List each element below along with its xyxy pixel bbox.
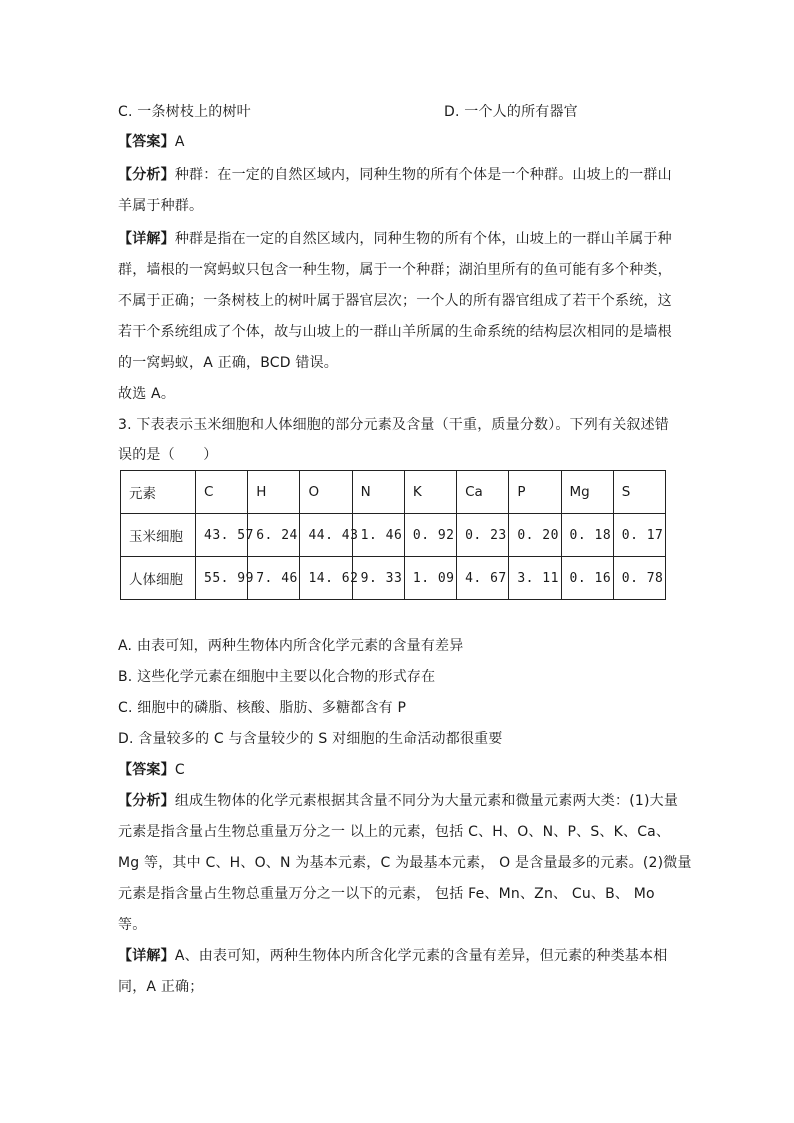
analysis-tag: 【分析】 bbox=[118, 167, 175, 183]
conclusion-line: 故选 A。 bbox=[118, 386, 176, 402]
table-cell: 44. 43 bbox=[300, 514, 352, 557]
analysis-line-2: 羊属于种群。 bbox=[118, 198, 204, 214]
detail-line-2: 同，A 正确； bbox=[118, 979, 204, 995]
table-cell: Ca bbox=[457, 471, 509, 514]
analysis-line-3: Mg 等，其中 C、H、O、N 为基本元素，C 为最基本元素， O 是含量最多的元素。(2)微量 bbox=[118, 855, 692, 871]
question-stem-line-1: 3. 下表表示玉米细胞和人体细胞的部分元素及含量（干重，质量分数）。下列有关叙述错 bbox=[118, 417, 670, 433]
detail-line-4: 若干个系统组成了个体，故与山坡上的一群山羊所属的生命系统的结构层次相同的是墙根 bbox=[118, 324, 672, 340]
question-stem-line-2: 误的是（ ） bbox=[118, 447, 218, 463]
table-cell: 0. 18 bbox=[561, 514, 613, 557]
answer-line bbox=[118, 760, 185, 780]
table-cell: 6. 24 bbox=[248, 514, 300, 557]
answer-value: C bbox=[174, 762, 185, 778]
detail-tag: 【详解】 bbox=[118, 231, 175, 247]
option-a: A. 由表可知，两种生物体内所含化学元素的含量有差异 bbox=[118, 638, 464, 654]
analysis-line-2: 元素是指含量占生物总重量万分之一 以上的元素，包括 C、H、O、N、P、S、K、Ca、 bbox=[118, 824, 671, 840]
option-b: B. 这些化学元素在细胞中主要以化合物的形式存在 bbox=[118, 669, 436, 685]
table-cell: 0. 17 bbox=[613, 514, 665, 557]
table-cell: 人体细胞 bbox=[121, 557, 196, 600]
analysis-line-5: 等。 bbox=[118, 917, 147, 933]
option-d: D. 含量较多的 C 与含量较少的 S 对细胞的生命活动都很重要 bbox=[118, 731, 503, 747]
detail-line-5: 的一窝蚂蚁，A 正确，BCD 错误。 bbox=[118, 355, 338, 371]
table-cell: 4. 67 bbox=[457, 557, 509, 600]
detail-text: A、由表可知，两种生物体内所含化学元素的含量有差异，但元素的种类基本相 bbox=[174, 948, 668, 964]
detail-text: 种群是指在一定的自然区域内，同种生物的所有个体，山坡上的一群山羊属于种 bbox=[174, 231, 672, 247]
table-row bbox=[121, 557, 666, 600]
analysis-line-4: 元素是指含量占生物总重量万分之一以下的元素， 包括 Fe、Mn、Zn、 Cu、B、 Mo bbox=[118, 886, 655, 902]
table-cell: 55. 99 bbox=[196, 557, 248, 600]
analysis-line-1 bbox=[118, 165, 672, 185]
analysis-text: 种群：在一定的自然区域内，同种生物的所有个体是一个种群。山坡上的一群山 bbox=[174, 167, 672, 183]
table-cell: C bbox=[196, 471, 248, 514]
element-table bbox=[120, 470, 666, 600]
table-cell: S bbox=[613, 471, 665, 514]
table-cell: 3. 11 bbox=[509, 557, 561, 600]
table-cell: 0. 23 bbox=[457, 514, 509, 557]
table-cell: 9. 33 bbox=[352, 557, 404, 600]
table-cell: P bbox=[509, 471, 561, 514]
detail-line-2: 群，墙根的一窝蚂蚁只包含一种生物，属于一个种群；湖泊里所有的鱼可能有多个种类， bbox=[118, 262, 672, 278]
table-cell: 14. 62 bbox=[300, 557, 352, 600]
answer-value: A bbox=[174, 134, 185, 150]
answer-tag: 【答案】 bbox=[118, 134, 175, 150]
table-cell: 7. 46 bbox=[248, 557, 300, 600]
table-row bbox=[121, 514, 666, 557]
table-cell: 元素 bbox=[121, 471, 196, 514]
table-cell: 0. 78 bbox=[613, 557, 665, 600]
table-cell: 玉米细胞 bbox=[121, 514, 196, 557]
table-cell: H bbox=[248, 471, 300, 514]
detail-line-3: 不属于正确；一条树枝上的树叶属于器官层次；一个人的所有器官组成了若干个系统，这 bbox=[118, 293, 672, 309]
table-cell: 1. 46 bbox=[352, 514, 404, 557]
table-cell: 0. 16 bbox=[561, 557, 613, 600]
table-cell: 0. 92 bbox=[404, 514, 456, 557]
analysis-text: 组成生物体的化学元素根据其含量不同分为大量元素和微量元素两大类：(1)大量 bbox=[174, 793, 679, 809]
detail-tag: 【详解】 bbox=[118, 948, 175, 964]
answer-line bbox=[118, 132, 185, 152]
table-cell: N bbox=[352, 471, 404, 514]
table-cell: K bbox=[404, 471, 456, 514]
detail-line-1 bbox=[118, 229, 672, 249]
table-header-row bbox=[121, 471, 666, 514]
table-cell: 43. 57 bbox=[196, 514, 248, 557]
option-d: D. 一个人的所有器官 bbox=[444, 104, 578, 120]
option-c: C. 细胞中的磷脂、核酸、脂肪、多糖都含有 P bbox=[118, 700, 407, 716]
analysis-line-1 bbox=[118, 791, 678, 811]
table-cell: Mg bbox=[561, 471, 613, 514]
table-cell: 0. 20 bbox=[509, 514, 561, 557]
option-c: C. 一条树枝上的树叶 bbox=[118, 104, 251, 120]
detail-line-1 bbox=[118, 946, 667, 966]
answer-tag: 【答案】 bbox=[118, 762, 175, 778]
table-cell: O bbox=[300, 471, 352, 514]
analysis-tag: 【分析】 bbox=[118, 793, 175, 809]
table-cell: 1. 09 bbox=[404, 557, 456, 600]
